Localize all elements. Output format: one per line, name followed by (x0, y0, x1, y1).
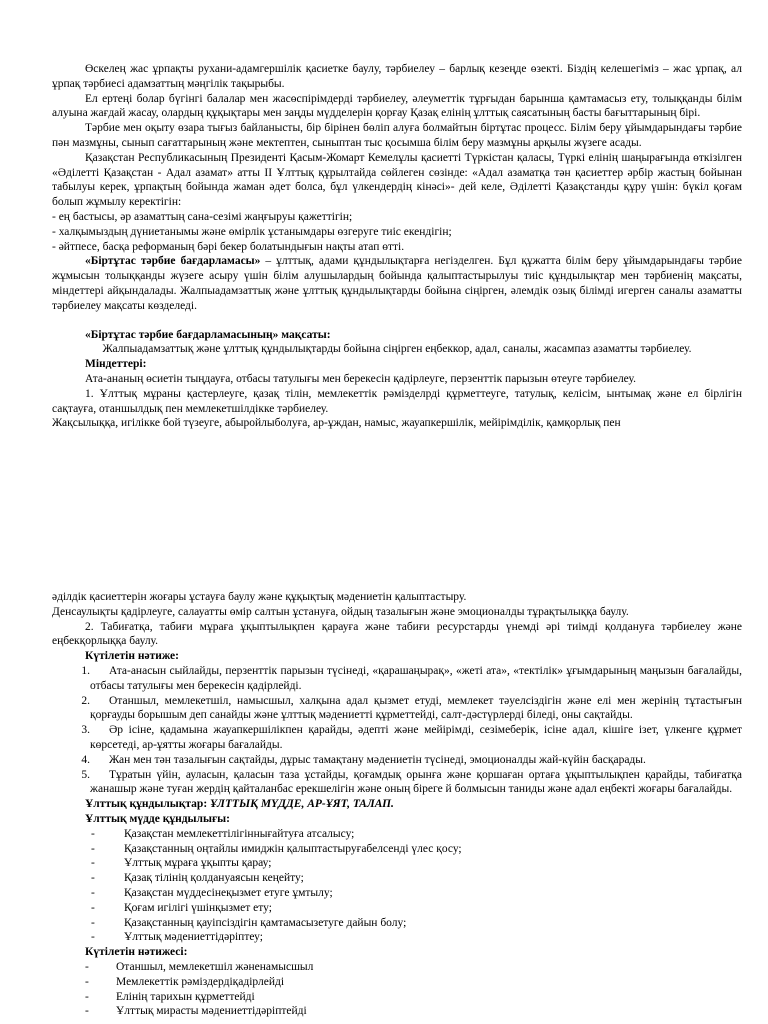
interest-text: Қазақстан мүддесінеқызмет етуге ұмтылу; (124, 886, 333, 899)
task-1: 1. Ұлттық мұраны қастерлеуге, қазақ тілін, мемлекеттік рәмізделрді құрметтеуге, татулық, келісім, ынтымақ және ел бірлігін сақтауға, отаншылдық пен мемлекетшілдікке тәрбиелеу. (52, 387, 742, 415)
interest-item (52, 827, 742, 842)
national-values-text: ҰЛТТЫҚ МҮДДЕ, АР-ҰЯТ, ТАЛАП. (207, 798, 394, 811)
result-item (52, 960, 742, 975)
paragraph-intro: Өскелең жас ұрпақты рухани-адамгершілік қасиетке баулу, тәрбиелеу – барлық кезеңде өзекті. Біздің келешегіміз – жас ұрпақ, ал ұрпақ тәрбиесі адамзаттың мәңгілік тақырыбы. (52, 63, 742, 90)
expected-number: 4. (81, 753, 90, 766)
list-dash: - (91, 827, 95, 840)
list-dash: - (91, 886, 95, 899)
interest-text: Қазақстанның оңтайлы имиджін қалыптастыруғабелсенді үлес қосу; (124, 842, 462, 855)
list-dash: - (91, 916, 95, 929)
expected-item (52, 753, 742, 768)
expected-number: 1. (81, 664, 90, 677)
list-dash: - (85, 975, 89, 988)
interest-text: Қоғам игілігі үшінқызмет ету; (124, 901, 272, 914)
expected-number: 5. (81, 768, 90, 781)
result-item (52, 975, 742, 990)
list-dash: - (85, 990, 89, 1003)
interest-text: Қазақ тілінің қолдануаясын кеңейту; (124, 872, 304, 885)
dash-line-1: - ең бастысы, әр азаматтың сана-сезімі жаңғыруы қажеттігін; (52, 210, 353, 223)
task-1-continued: Жақсылыққа, игілікке бой түзеуге, абыройлыболуға, ар-ұждан, намыс, жауапкершілік, мейірімділік, қамқорлық пен (52, 417, 621, 430)
expected-text: Отаншыл, мемлекетшіл, намысшыл, халқына адал қызмет етуді, мемлекет тәуелсіздігін және елі мен жерінің тұтастығын қорғауды борышым деп санайды және ұлттық мәдениетті құрметтейді, салт-дәстүрлерді біледі, оны сақтайды. (90, 694, 742, 722)
result-item (52, 1004, 742, 1019)
list-dash: - (91, 901, 95, 914)
goal-text: Жалпыадамзаттық және ұлттық құндылықтарды бойына сіңірген еңбеккор, адал, саналы, жасампаз азаматты тәрбиелеу. (102, 343, 692, 356)
interest-text: Қазақстанның қауіпсіздігін қамтамасызетуге дайын болу; (124, 916, 407, 929)
task-health: Денсаулықты қадірлеуге, салауатты өмір салтын ұстануға, ойдың тазалығын және эмоционалды тұрақтылыққа баулу. (52, 605, 629, 618)
result-heading: Күтілетін нәтижесі: (85, 946, 188, 959)
result-text: Мемлекеттік рәміздердіқадірлейді (116, 975, 285, 988)
expected-item (52, 768, 742, 798)
interest-text: Қазақстан мемлекеттілігіннығайтуға атсалысу; (124, 827, 355, 840)
spacer (52, 314, 742, 328)
paragraph-education: Тәрбие мен оқыту өзара тығыз байланысты, бір бірінен бөліп алуға болмайтын біртұтас процесс. Білім беру ұйымдарындағы тәрбие пән мазмұны, сынып сағаттарының және мектептен, сыныптан тыс қосымша білім беру мазмұны арқылы жүзеге асады. (52, 122, 742, 149)
national-values-line (52, 797, 742, 812)
interest-heading: Ұлттық мүдде құндылығы: (85, 812, 230, 825)
paragraph-president: Қазақстан Республикасының Президенті Қасым-Жомарт Кемелұлы қасиетті Түркістан қаласы, Түркі елінің шаңырағында өткізілген «Әділетті Қазақстан - Адал азамат» атты ІІ Ұлттық құрылтайда сөйлеген сөзінде: «Адал азаматқа тән қасиеттер әрбір жастың бойынан табылуы керек, ұрпақтың бойында жаман әдет болса, бұл үлкендердің кінәсі»- дей келе, Әділетті Қазақстанды құру үшін: бүкіл қоғам болып жұмылу керектігін: (52, 151, 742, 209)
list-dash: - (91, 931, 95, 944)
result-text: Елінің тарихын құрметтейді (116, 990, 255, 1003)
dash-line-3: - әйтпесе, басқа реформаның бәрі бекер болатындығын нақты атап өтті. (52, 240, 405, 253)
expected-text: Ата-анасын сыйлайды, перзенттік парызын түсінеді, «қарашаңырақ», «жеті ата», «тектілік» ұғымдарының маңызын бағалайды, отбасы татулығы мен берекесін қадірлейді. (90, 664, 742, 692)
interest-item (52, 871, 742, 886)
program-description: – ұлттық, адами құндылықтарға негізделген. Бұл құжатта білім беру ұйымдарындағы тәрбие жұмысын толыққанды жүзеге асыру үшін білім алушылардың бойында қалыптастырылуы тиіс құндылықтар мен тәрбиенің мақсаты, міндеттері айқындалады. Жалпыадамзаттық және ұлттық құндылықтарды бойына сіңірген, әлемдік озық білімді игерген саналы азаматты тәрбиелеу мақсаты көзделеді. (52, 255, 742, 312)
interest-text: Ұлттық мәдениеттідәріптеу; (124, 931, 263, 944)
list-dash: - (85, 1005, 89, 1018)
interest-text: Ұлттық мұраға ұқыпты қарау; (124, 857, 272, 870)
expected-text: Жан мен тән тазалығын сақтайды, дұрыс тамақтану мәдениетін түсінеді, эмоционалды жай-күйін басқарады. (109, 753, 646, 766)
result-text: Ұлттық мирасты мәдениеттідәріптейді (116, 1005, 307, 1018)
expected-text: Әр ісіне, қадамына жауапкершілікпен қарайды, әдепті және мейірімді, сезімеберік, ісіне адал, кішіге ізет, үлкенге құрмет көрсетеді, ар-ұятты жоғары бағалайды. (90, 724, 742, 751)
interest-item (52, 916, 742, 931)
task-1-end: әділдік қасиеттерін жоғары ұстауға баулу және құқықтық мәдениетін қалыптастыру. (52, 591, 467, 603)
expected-item (52, 664, 742, 694)
paragraph-upbringing: Ел ертеңі болар бүгінгі балалар мен жасөспірімдерді тәрбиелеу, әлеуметтік тұрғыдан барынша қамтамасыз ету, толыққанды білім алуына жағдай жасау, олардың құқықтары мен заңды мүдделерін қорғау Қазақ елінің ұлттық саясатының басты бағыттарының бірі. (52, 92, 742, 120)
interest-item (52, 901, 742, 916)
expected-item (52, 723, 742, 753)
document-top-section (52, 62, 742, 431)
result-item (52, 990, 742, 1005)
expected-number: 3. (81, 724, 90, 737)
document-bottom-section (52, 590, 742, 1019)
program-name: «Біртұтас тәрбие бағдарламасы» (85, 255, 261, 268)
list-dash: - (91, 842, 95, 855)
list-dash: - (91, 857, 95, 870)
interest-item (52, 856, 742, 871)
task-2: 2. Табиғатқа, табиғи мұраға ұқыптылықпен қарауға және табиғи ресурстарды үнемді әрі тиімді қолдануға тәрбиелеу және еңбекқорлыққа баулу. (52, 620, 742, 648)
dash-line-2: - халқымыздың дүниетанымы және өмірлік ұстанымдары өзгеруге тиіс екендігін; (52, 225, 452, 238)
goal-heading: «Біртұтас тәрбие бағдарламасының» мақсаты: (85, 328, 331, 341)
list-dash: - (91, 872, 95, 885)
result-text: Отаншыл, мемлекетшіл жәненамысшыл (116, 960, 314, 973)
tasks-heading: Міндеттері: (85, 358, 147, 371)
interest-item (52, 886, 742, 901)
expected-item (52, 694, 742, 724)
national-values-label: Ұлттық құндылықтар: (85, 798, 208, 811)
interest-item (52, 842, 742, 857)
paragraph-program (52, 254, 742, 313)
expected-heading: Күтілетін нәтиже: (85, 650, 179, 663)
list-dash: - (85, 960, 89, 973)
expected-number: 2. (81, 694, 90, 707)
interest-item (52, 930, 742, 945)
expected-text: Тұратын үйін, ауласын, қаласын таза ұстайды, қоғамдық орынға және қоршаған ортаға ұқыптылықпен қарайды, табиғатқа жанашыр және туған жердің қайталанбас ерекшелігін және оның біреге й болмысын таниды және адал еңбекті жоғары бағалайды. (90, 768, 742, 796)
task-intro: Ата-ананың өсиетін тыңдауға, отбасы татулығы мен берекесін қадірлеуге, перзенттік парызын өтеуге тәрбиелеу. (85, 372, 636, 385)
